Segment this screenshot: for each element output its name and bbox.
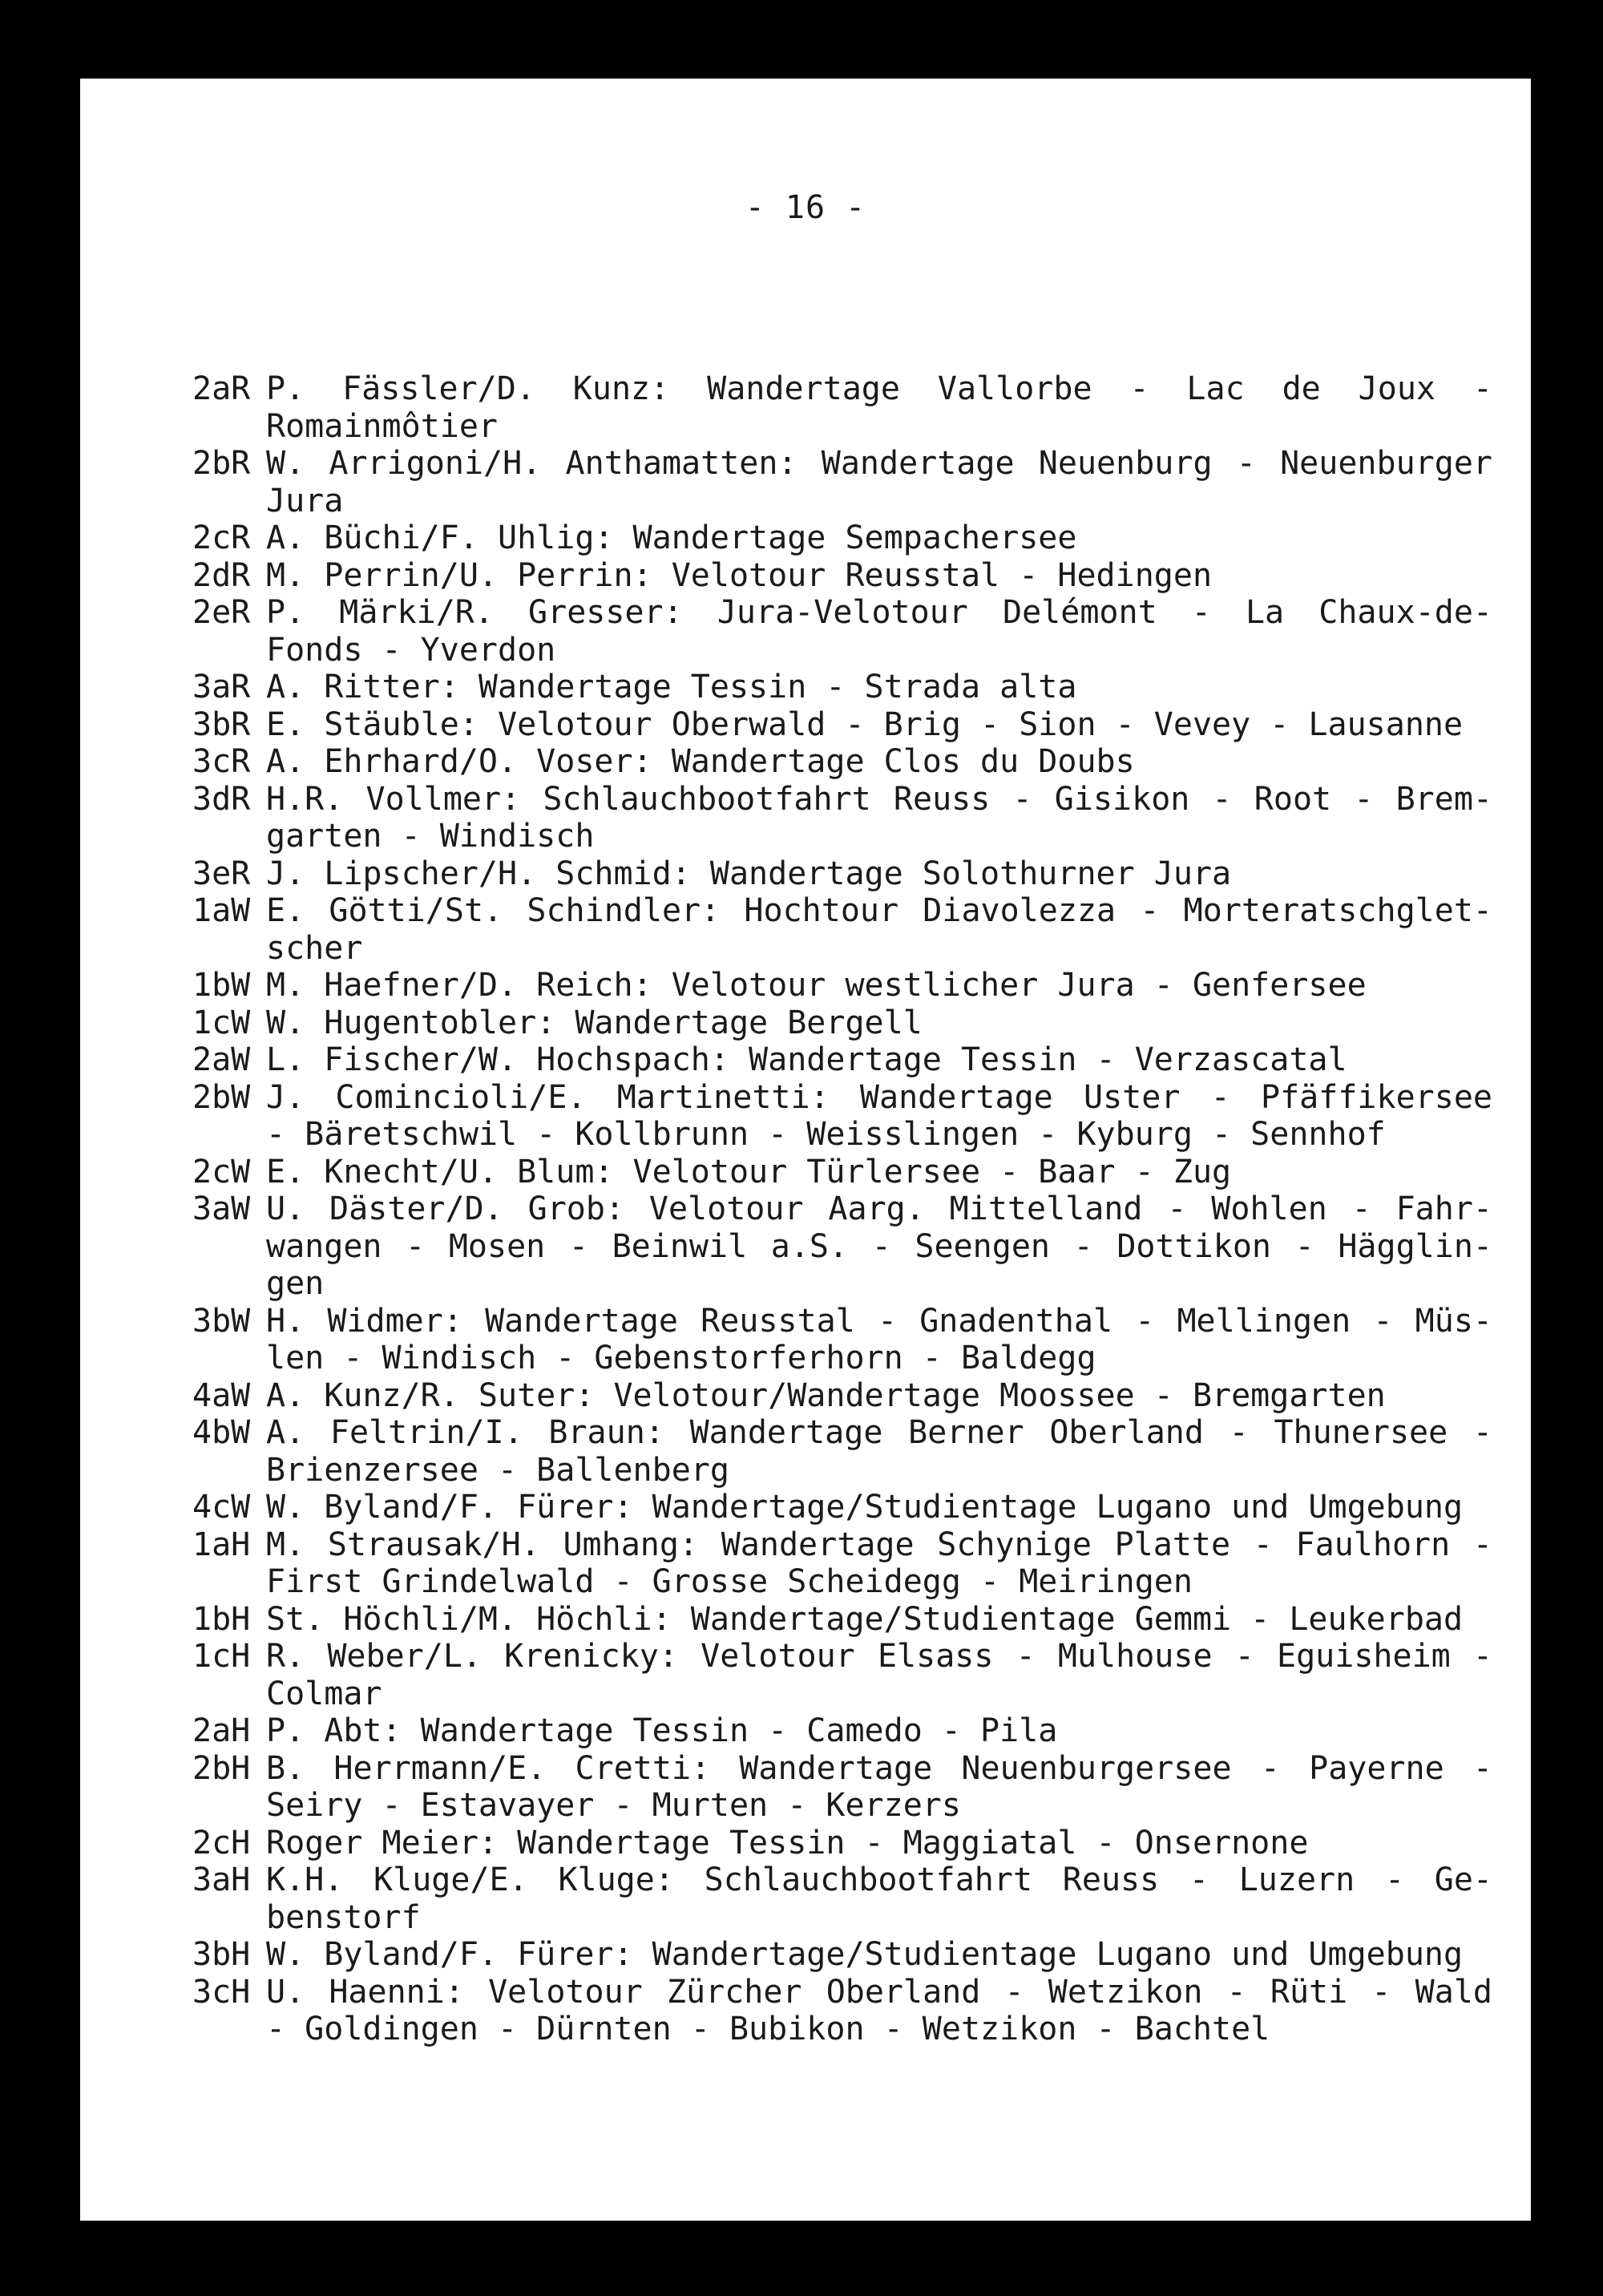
list-item — [192, 743, 1492, 781]
entry-code: 4cW — [192, 1489, 251, 1526]
entry-text-line: P. Märki/R. Gresser: Jura-Velotour Delémont - La Chaux-de- — [266, 594, 1492, 631]
list-item — [192, 1526, 1492, 1601]
entry-code: 4bW — [192, 1414, 251, 1451]
entry-code: 2aR — [192, 370, 251, 407]
entry-code: 2bW — [192, 1078, 251, 1116]
entry-text-line: wangen - Mosen - Beinwil a.S. - Seengen - Dottikon - Hägglin- — [266, 1227, 1492, 1265]
list-item — [192, 1004, 1492, 1042]
entry-code: 2dR — [192, 556, 251, 594]
entry-text — [266, 1750, 1492, 1825]
entry-text — [266, 1936, 1492, 1974]
list-item — [192, 1825, 1492, 1862]
entry-text — [266, 1377, 1492, 1415]
entry-text — [266, 594, 1492, 669]
list-item — [192, 1041, 1492, 1079]
list-item — [192, 445, 1492, 519]
entry-text-line: J. Comincioli/E. Martinetti: Wandertage Uster - Pfäffikersee — [266, 1078, 1492, 1116]
entry-code: 1aW — [192, 892, 251, 929]
entry-text-line: W. Byland/F. Fürer: Wandertage/Studientage Lugano und Umgebung — [266, 1936, 1464, 1973]
entry-text-line: A. Büchi/F. Uhlig: Wandertage Sempachersee — [266, 519, 1077, 556]
entry-text-line: A. Ehrhard/O. Voser: Wandertage Clos du Doubs — [266, 743, 1135, 780]
entry-text — [266, 1861, 1492, 1936]
list-item — [192, 855, 1492, 893]
entry-text-line: A. Feltrin/I. Braun: Wandertage Berner Oberland - Thunersee - — [266, 1414, 1492, 1451]
entry-text-line: - Bäretschwil - Kollbrunn - Weisslingen - Kyburg - Sennhof — [266, 1116, 1386, 1153]
entry-text — [266, 781, 1492, 855]
entry-text — [266, 519, 1492, 557]
entry-text — [266, 1489, 1492, 1526]
list-item — [192, 669, 1492, 706]
entry-text-line: W. Hugentobler: Wandertage Bergell — [266, 1004, 923, 1041]
list-item — [192, 967, 1492, 1004]
entry-text-line: U. Haenni: Velotour Zürcher Oberland - Wetzikon - Rüti - Wald — [266, 1973, 1492, 2011]
list-item — [192, 594, 1492, 669]
entry-text-line: Romainmôtier — [266, 407, 498, 445]
entry-list — [192, 370, 1492, 2048]
entry-code: 2cH — [192, 1824, 251, 1861]
entry-text-line: U. Däster/D. Grob: Velotour Aarg. Mittelland - Wohlen - Fahr- — [266, 1190, 1492, 1227]
entry-text-line: H. Widmer: Wandertage Reusstal - Gnadenthal - Mellingen - Müs- — [266, 1302, 1492, 1340]
entry-code: 1bW — [192, 967, 251, 1004]
list-item — [192, 1974, 1492, 2048]
entry-code: 3aW — [192, 1190, 251, 1227]
entry-code: 3cR — [192, 743, 251, 780]
entry-code: 4aW — [192, 1376, 251, 1414]
entry-text — [266, 445, 1492, 519]
list-item — [192, 1414, 1492, 1489]
entry-text-line: H.R. Vollmer: Schlauchbootfahrt Reuss - Gisikon - Root - Brem- — [266, 780, 1492, 818]
entry-text — [266, 1526, 1492, 1601]
document-page — [80, 79, 1531, 2221]
entry-text — [266, 1414, 1492, 1489]
entry-text-line: M. Perrin/U. Perrin: Velotour Reusstal - Hedingen — [266, 556, 1213, 594]
entry-text-line: J. Lipscher/H. Schmid: Wandertage Solothurner Jura — [266, 855, 1232, 892]
entry-code: 1bH — [192, 1600, 251, 1638]
entry-text-line: E. Götti/St. Schindler: Hochtour Diavolezza - Morteratschglet- — [266, 892, 1492, 929]
entry-text-line: E. Stäuble: Velotour Oberwald - Brig - Sion - Vevey - Lausanne — [266, 705, 1464, 743]
entry-code: 2eR — [192, 594, 251, 631]
entry-text — [266, 1825, 1492, 1862]
entry-text-line: K.H. Kluge/E. Kluge: Schlauchbootfahrt Reuss - Luzern - Ge- — [266, 1861, 1492, 1898]
list-item — [192, 1190, 1492, 1303]
entry-text-line: Colmar — [266, 1675, 382, 1712]
entry-text-line: B. Herrmann/E. Cretti: Wandertage Neuenburgersee - Payerne - — [266, 1749, 1492, 1787]
entry-text — [266, 892, 1492, 967]
entry-text — [266, 1190, 1492, 1303]
entry-code: 3bH — [192, 1936, 251, 1973]
entry-text-line: Roger Meier: Wandertage Tessin - Maggiatal - Onsernone — [266, 1824, 1309, 1861]
list-item — [192, 1154, 1492, 1191]
list-item — [192, 370, 1492, 445]
list-item — [192, 1377, 1492, 1415]
entry-code: 3dR — [192, 780, 251, 818]
list-item — [192, 1079, 1492, 1154]
entry-code: 2aW — [192, 1041, 251, 1078]
entry-text-line: First Grindelwald - Grosse Scheidegg - Meiringen — [266, 1563, 1193, 1600]
entry-code: 2cW — [192, 1153, 251, 1190]
entry-text-line: - Goldingen - Dürnten - Bubikon - Wetzikon - Bachtel — [266, 2011, 1270, 2047]
entry-text-line: L. Fischer/W. Hochspach: Wandertage Tessin - Verzascatal — [266, 1041, 1347, 1078]
entry-text — [266, 1079, 1492, 1154]
entry-text-line: P. Fässler/D. Kunz: Wandertage Vallorbe - Lac de Joux - — [266, 370, 1492, 407]
entry-text-line: Brienzersee - Ballenberg — [266, 1451, 729, 1489]
entry-text-line: A. Ritter: Wandertage Tessin - Strada alta — [266, 669, 1077, 705]
entry-text — [266, 370, 1492, 445]
entry-code: 3cH — [192, 1973, 251, 2011]
entry-code: 3bR — [192, 705, 251, 743]
list-item — [192, 519, 1492, 557]
entry-text — [266, 1638, 1492, 1712]
list-item — [192, 1750, 1492, 1825]
entry-text — [266, 855, 1492, 893]
entry-code: 3bW — [192, 1302, 251, 1340]
entry-code: 3eR — [192, 855, 251, 892]
entry-text-line: benstorf — [266, 1898, 421, 1936]
entry-text-line: A. Kunz/R. Suter: Velotour/Wandertage Moossee - Bremgarten — [266, 1376, 1386, 1414]
entry-code: 3aR — [192, 669, 251, 705]
entry-text-line: W. Byland/F. Fürer: Wandertage/Studientage Lugano und Umgebung — [266, 1489, 1464, 1526]
entry-text-line: len - Windisch - Gebenstorferhorn - Baldegg — [266, 1340, 1096, 1376]
list-item — [192, 557, 1492, 595]
list-item — [192, 892, 1492, 967]
entry-code: 2aH — [192, 1712, 251, 1749]
entry-text — [266, 1601, 1492, 1639]
entry-text-line: P. Abt: Wandertage Tessin - Camedo - Pila — [266, 1712, 1058, 1749]
entry-code: 2bH — [192, 1749, 251, 1787]
entry-text-line: scher — [266, 929, 363, 967]
entry-text — [266, 557, 1492, 595]
list-item — [192, 706, 1492, 744]
entry-code: 2bR — [192, 445, 251, 482]
entry-code: 2cR — [192, 519, 251, 556]
entry-text-line: Seiry - Estavayer - Murten - Kerzers — [266, 1787, 961, 1824]
entry-text-line: Jura — [266, 482, 344, 519]
entry-text — [266, 967, 1492, 1004]
list-item — [192, 1303, 1492, 1377]
entry-text-line: St. Höchli/M. Höchli: Wandertage/Studientage Gemmi - Leukerbad — [266, 1600, 1464, 1638]
list-item — [192, 1861, 1492, 1936]
entry-text — [266, 1974, 1492, 2048]
entry-text-line: E. Knecht/U. Blum: Velotour Türlersee - Baar - Zug — [266, 1153, 1232, 1190]
list-item — [192, 781, 1492, 855]
entry-code: 1aH — [192, 1526, 251, 1563]
entry-text — [266, 1154, 1492, 1191]
entry-code: 1cW — [192, 1004, 251, 1041]
entry-text-line: garten - Windisch — [266, 818, 595, 855]
entry-text-line: gen — [266, 1265, 325, 1302]
page-number: - 16 - — [745, 189, 866, 226]
entry-code: 3aH — [192, 1861, 251, 1898]
entry-text — [266, 743, 1492, 781]
entry-text — [266, 1303, 1492, 1377]
entry-text-line: W. Arrigoni/H. Anthamatten: Wandertage Neuenburg - Neuenburger — [266, 445, 1492, 482]
entry-text — [266, 669, 1492, 706]
list-item — [192, 1601, 1492, 1639]
entry-text — [266, 1712, 1492, 1750]
entry-text-line: M. Haefner/D. Reich: Velotour westlicher Jura - Genfersee — [266, 967, 1367, 1004]
entry-text-line: Fonds - Yverdon — [266, 631, 556, 669]
entry-code: 1cH — [192, 1638, 251, 1675]
entry-text-line: M. Strausak/H. Umhang: Wandertage Schynige Platte - Faulhorn - — [266, 1526, 1492, 1563]
list-item — [192, 1638, 1492, 1712]
list-item — [192, 1936, 1492, 1974]
entry-text-line: R. Weber/L. Krenicky: Velotour Elsass - Mulhouse - Eguisheim - — [266, 1638, 1492, 1675]
entry-text — [266, 1004, 1492, 1042]
entry-text — [266, 1041, 1492, 1079]
entry-text — [266, 706, 1492, 744]
list-item — [192, 1712, 1492, 1750]
list-item — [192, 1489, 1492, 1526]
